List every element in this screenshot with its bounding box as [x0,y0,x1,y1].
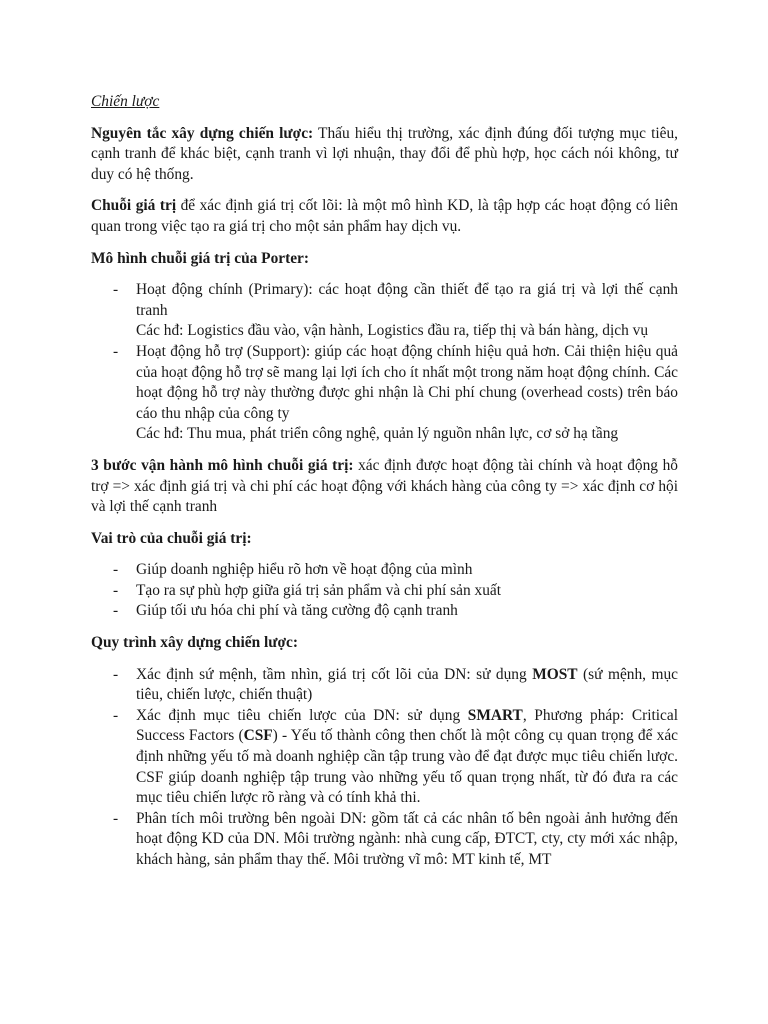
value-chain-label: Chuỗi giá trị [91,197,177,215]
process-list [91,665,678,871]
three-steps-text: xác định được hoạt động tài chính và hoạt động hỗ trợ => xác định giá trị và chi phí các hoạt động với khách hàng của công ty => xác định cơ hội và lợi thế cạnh tranh [91,456,678,516]
process-item2-text-c: , Phương pháp: Critical Success Factors ( [136,706,678,745]
process-item2-smart: SMART [467,706,523,724]
porter-list [91,280,678,445]
process-heading-text: Quy trình xây dựng chiến lược: [91,634,298,652]
porter-heading-text: Mô hình chuỗi giá trị của Porter: [91,249,310,267]
process-heading [91,633,678,654]
list-item: - Giúp tối ưu hóa chi phí và tăng cường độ cạnh tranh [136,601,678,622]
roles-heading [91,529,678,550]
list-item [136,342,678,445]
list-item [136,665,678,706]
document-title [91,92,678,113]
porter-support-text: Hoạt động hỗ trợ (Support): giúp các hoạt động chính hiệu quả hơn. Cải thiện hiệu quả của hoạt động hỗ trợ sẽ mang lại lợi ích cho ít nhất một trong năm hoạt động chính. Các hoạt động hỗ trợ này thường được ghi nhận là Chi phí chung (overhead costs) trên báo cáo thu nhập của công ty [136,342,679,422]
principles-text: Thấu hiểu thị trường, xác định đúng đối tượng mục tiêu, cạnh tranh để khác biệt, cạnh tranh vì lợi nhuận, thay đổi để phù hợp, học cách nói không, tư duy có hệ thống. [91,124,678,183]
value-chain-text: để xác định giá trị cốt lõi: là một mô hình KD, là tập hợp các hoạt động có liên quan trong việc tạo ra giá trị cho một sản phẩm hay dịch vụ. [91,197,678,235]
principles-paragraph [91,124,678,186]
list-item: - Tạo ra sự phù hợp giữa giá trị sản phẩm và chi phí sản xuất [136,581,678,602]
process-item2-csf: CSF [243,727,273,745]
porter-primary-text: Hoạt động chính (Primary): các hoạt động cần thiết để tạo ra giá trị và lợi thế cạnh tranh [136,281,678,319]
three-steps-paragraph [91,456,678,518]
list-item: - Phân tích môi trường bên ngoài DN: gồm tất cả các nhân tố bên ngoài ảnh hưởng đến hoạt động KD của DN. Môi trường ngành: nhà cung cấp, ĐTCT, cty, cty mới xác nhập, khách hàng, sản phẩm thay thế. Môi trường vĩ mô: MT kinh tế, MT [136,809,678,871]
principles-label: Nguyên tắc xây dựng chiến lược: [91,124,314,142]
porter-support-sub: Các hđ: Thu mua, phát triển công nghệ, quản lý nguồn nhân lực, cơ sở hạ tầng [136,425,619,443]
porter-primary-sub: Các hđ: Logistics đầu vào, vận hành, Logistics đầu ra, tiếp thị và bán hàng, dịch vụ [136,322,649,340]
title-text: Chiến lược [91,93,160,110]
process-item1-text-c: (sứ mệnh, mục tiêu, chiến lược, chiến thuật) [136,665,679,704]
three-steps-label: 3 bước vận hành mô hình chuỗi giá trị: [91,456,354,474]
list-item [136,706,678,809]
roles-list [91,560,678,622]
list-item [136,280,678,342]
value-chain-paragraph [91,196,678,237]
list-item: - Giúp doanh nghiệp hiểu rõ hơn về hoạt động của mình [136,560,678,581]
porter-heading [91,249,678,270]
process-item1-text-a: Xác định sứ mệnh, tầm nhìn, giá trị cốt lõi của DN: sử dụng [136,665,533,683]
process-item2-text-e: ) - Yếu tố thành công then chốt là một công cụ quan trọng để xác định những yếu tố mà doanh nghiệp cần tập trung vào để đạt được mục tiêu chiến lược. CSF giúp doanh nghiệp tập trung vào những yếu tố quan trọng nhất, từ đó đưa ra các mục tiêu chiến lược rõ ràng và có tính khả thi. [136,727,678,807]
process-item1-most: MOST [532,665,578,683]
roles-heading-text: Vai trò của chuỗi giá trị: [91,529,252,547]
process-item2-text-a: Xác định mục tiêu chiến lược của DN: sử dụng [136,706,468,724]
